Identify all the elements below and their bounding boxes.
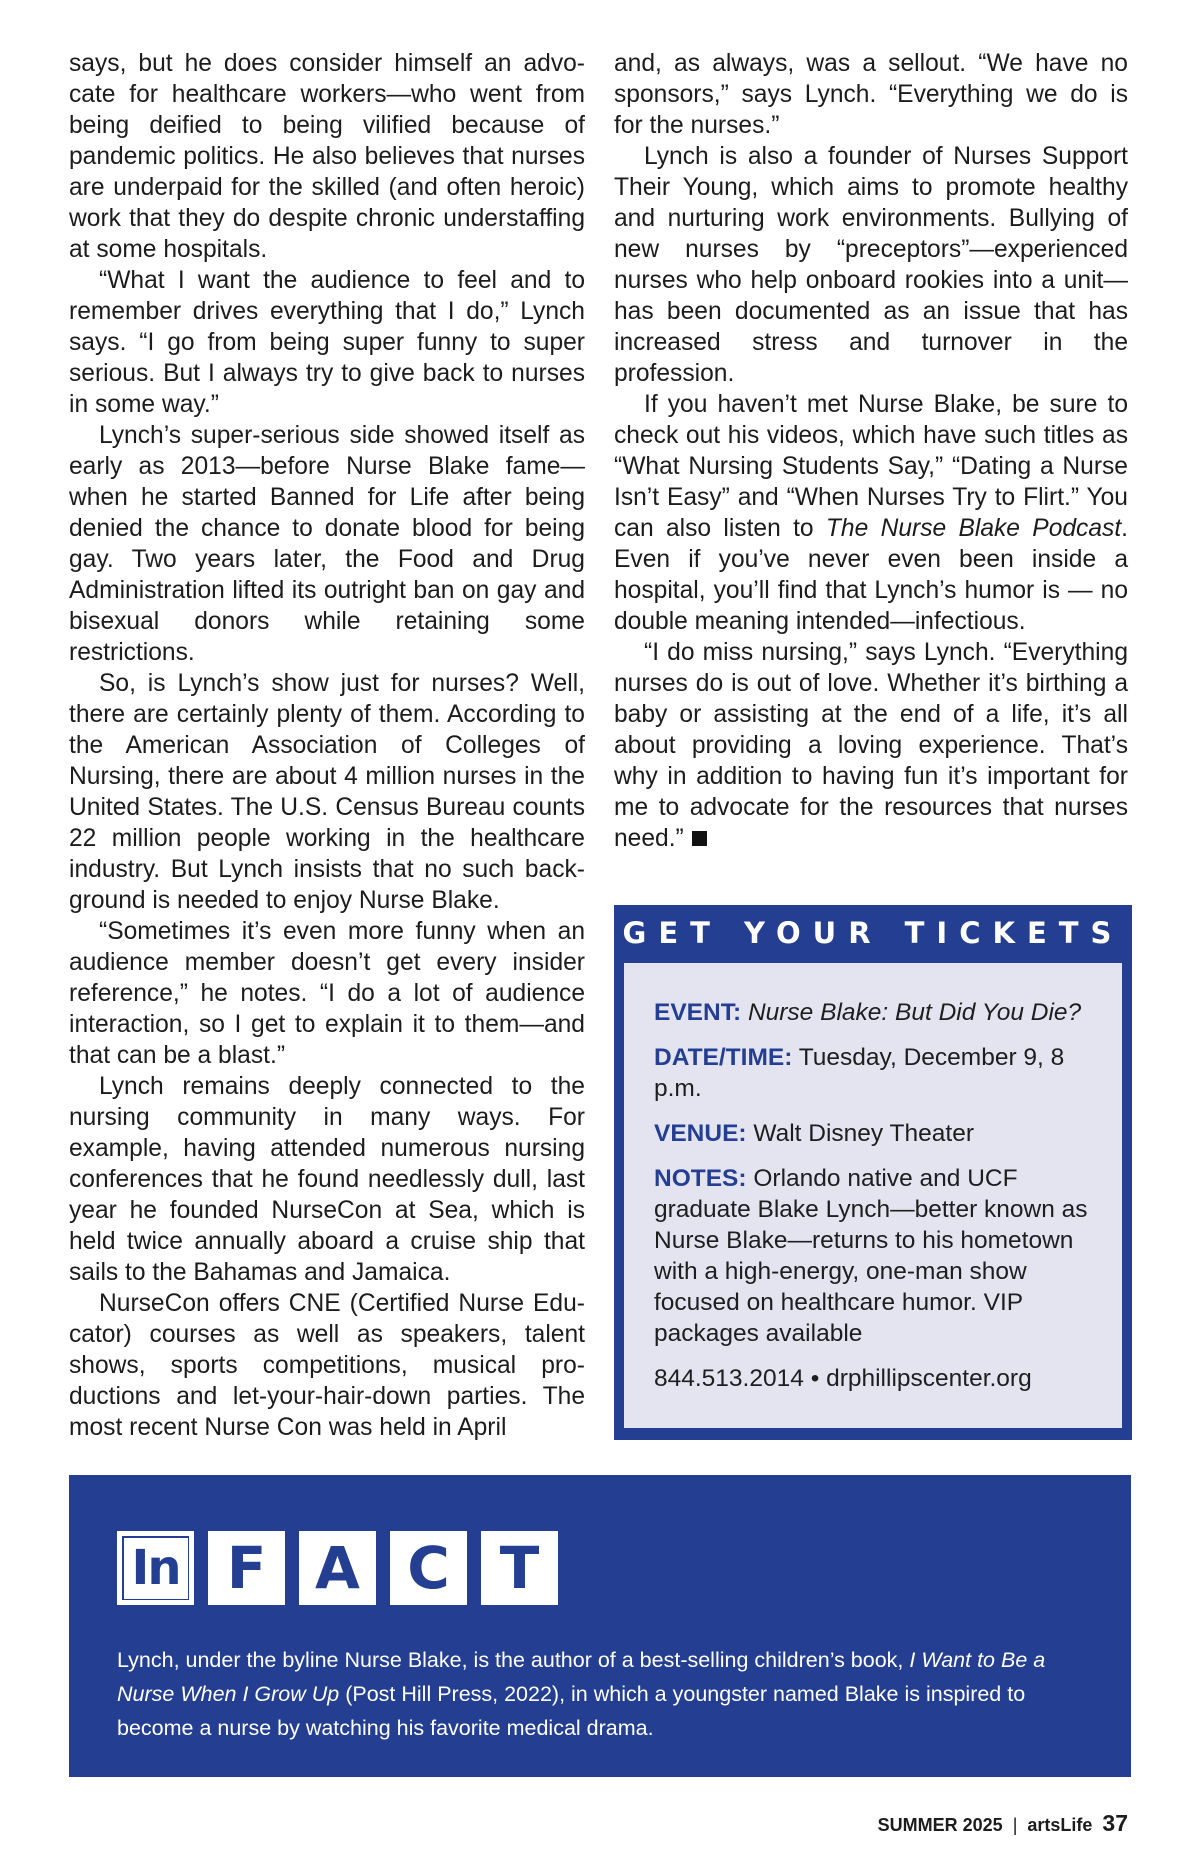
tickets-box: [614, 905, 1132, 1440]
datetime-label: DATE/TIME:: [654, 1044, 793, 1071]
tickets-title: GET YOUR TICKETS: [622, 916, 1124, 950]
article-column-right: [614, 48, 1128, 854]
notes-value: Orlando native and UCF graduate Blake Lynch—better known as Nurse Blake—returns to his hometown with a high-energy, one-man show focused on healthcare humor. VIP packages available: [654, 1165, 1088, 1347]
podcast-title: The Nurse Blake Podcast: [825, 515, 1122, 542]
datetime-value: Tuesday, December 9, 8 p.m.: [654, 1044, 1065, 1102]
article-paragraph: Lynch is also a founder of Nurses Support Their Young, which aims to promote healthy and nurturing work environments. Bullying of new nurses by “preceptors”—experienced nurses who help onboard rookies into a unit—has been documented as an issue that has increased stress and turnover in the profession.: [614, 143, 1128, 387]
footer-separator: |: [1012, 1815, 1018, 1835]
article-paragraph: Lynch’s super-serious side showed itself as early as 2013—before Nurse Blake fame—when he started Banned for Life after being denied the chance to donate blood for being gay. Two years later, the Food and Drug Administration lifted its outright ban on gay and bisexual donors while retaining some restrictions.: [69, 422, 585, 666]
infact-text: [117, 1643, 1107, 1745]
infact-text-part: (Post Hill Press, 2022), in which a youngster named Blake is inspired to become a nurse by watching his favorite medical drama.: [117, 1682, 1026, 1740]
article-paragraph: So, is Lynch’s show just for nurses? Well, there are certainly plenty of them. According to the American Association of Colleges of Nursing, there are about 4 million nurses in the United States. The U.S. Census Bureau counts 22 million people working in the healthcare industry. But Lynch insists that no such background is needed to enjoy Nurse Blake.: [69, 670, 585, 914]
event-row: [654, 997, 1096, 1028]
infact-logo-box: A: [299, 1531, 376, 1605]
article-paragraph: NurseCon offers CNE (Certified Nurse Educator) courses as well as speakers, talent shows, sports competitions, musical productions and let-your-hair-down parties. The most recent Nurse Con was held in April: [69, 1290, 585, 1441]
infact-logo-box: T: [481, 1531, 558, 1605]
article-paragraph: “Sometimes it’s even more funny when an audience member doesn’t get every insider reference,” he notes. “I do a lot of audience interaction, so I get to explain it to them—and that can be a blast.”: [69, 918, 585, 1069]
notes-label: NOTES:: [654, 1165, 747, 1192]
venue-label: VENUE:: [654, 1120, 747, 1147]
phone-number: 844.513.2014: [654, 1365, 804, 1392]
infact-logo-box: C: [390, 1531, 467, 1605]
article-text: . Even if you’ve never even been inside a hospital, you’ll find that Lynch’s humor is — no double meaning intended—infectious.: [614, 515, 1128, 635]
contact-row: [654, 1363, 1096, 1394]
bullet-separator: •: [810, 1365, 820, 1392]
article-paragraph: [614, 637, 1128, 854]
page-footer: [878, 1810, 1128, 1837]
infact-text-part: Lynch, under the byline Nurse Blake, is the author of a best-selling children’s book,: [117, 1648, 910, 1672]
event-value: Nurse Blake: But Did You Die?: [747, 999, 1082, 1026]
venue-value: Walt Disney Theater: [753, 1120, 974, 1147]
article-column-left: [69, 48, 585, 1443]
infact-logo-box-in: [117, 1531, 194, 1605]
infact-panel: [69, 1475, 1131, 1777]
website-link[interactable]: drphillipscenter.org: [826, 1365, 1032, 1392]
article-paragraph: and, as always, was a sellout. “We have no sponsors,” says Lynch. “Everything we do is for the nurses.”: [614, 50, 1128, 139]
page-number: 37: [1102, 1810, 1128, 1836]
article-text: If you haven’t met Nurse Blake, be sure to check out his videos, which have such titles as “What Nursing Students Say,” “Dating a Nurse Isn’t Easy” and “When Nurses Try to Flirt.” You can also listen to: [614, 391, 1128, 542]
infact-logo-box: F: [208, 1531, 285, 1605]
book-title: I Want to Be a Nurse When I Grow Up: [117, 1648, 1046, 1706]
magazine-name: artsLife: [1027, 1815, 1093, 1835]
article-paragraph: says, but he does consider himself an advocate for healthcare workers—who went from being deified to being vilified because of pandemic politics. He also believes that nurses are underpaid for the skilled (and often heroic) work that they do despite chronic understaffing at some hospitals.: [69, 50, 585, 263]
article-paragraph: “What I want the audience to feel and to remember drives everything that I do,” Lynch says. “I go from being super funny to super serious. But I always try to give back to nurses in some way.”: [69, 267, 585, 418]
issue-label: SUMMER 2025: [877, 1815, 1003, 1835]
event-label: EVENT:: [654, 999, 742, 1026]
article-paragraph: [614, 389, 1128, 637]
datetime-row: [654, 1042, 1096, 1104]
end-of-story-mark: [692, 831, 707, 846]
article-paragraph: Lynch remains deeply connected to the nursing community in many ways. For example, having attended numerous nursing conferences that he found needlessly dull, last year he founded NurseCon at Sea, which is held twice annually aboard a cruise ship that sails to the Bahamas and Jamaica.: [69, 1073, 585, 1286]
infact-logo-letters: In: [124, 1538, 188, 1599]
notes-row: [654, 1163, 1096, 1349]
tickets-details: [624, 963, 1122, 1428]
venue-row: [654, 1118, 1096, 1149]
infact-logo: [117, 1531, 558, 1605]
article-text: “I do miss nursing,” says Lynch. “Everything nurses do is out of love. Whether it’s birthing a baby or assisting at the end of a life, it’s all about providing a loving experience. That’s why in addition to having fun it’s important for me to advocate for the resources that nurses need.”: [614, 639, 1128, 852]
